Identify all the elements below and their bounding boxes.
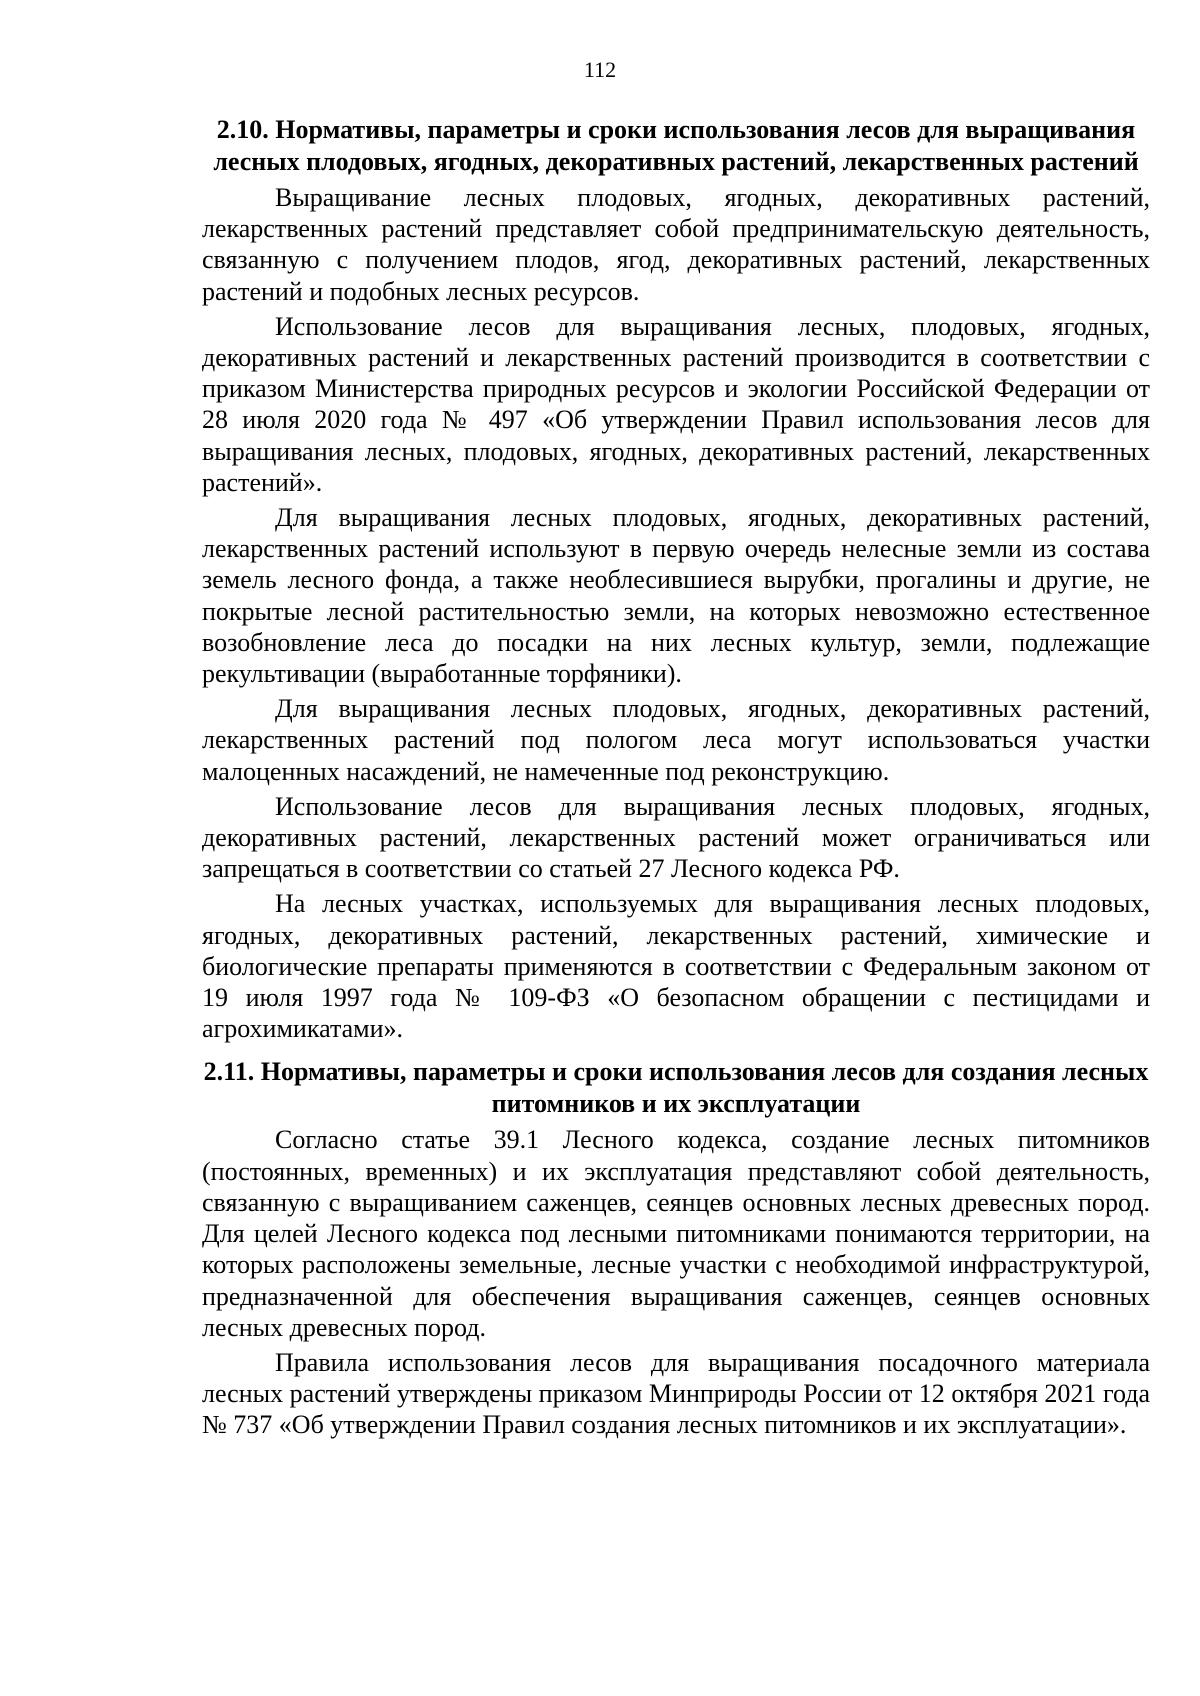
section-2-10	[202, 114, 1150, 1044]
paragraph: Для выращивания лесных плодовых, ягодных, декоративных растений, лекарственных растений используют в первую очередь нелесные земли из состава земель лесного фонда, а также необлесившиеся вырубки, прогалины и другие, не покрытые лесной растительностью земли, на которых невозможно естественное возобновление леса до посадки на них лесных культур, земли, подлежащие рекультивации (выработанные торфяники).	[202, 503, 1150, 689]
paragraph: Правила использования лесов для выращивания посадочного материала лесных растений утверждены приказом Минприроды России от 12 октября 2021 года № 737 «Об утверждении Правил создания лесных питомников и их эксплуатации».	[202, 1347, 1150, 1440]
section-heading: 2.11. Нормативы, параметры и сроки использования лесов для создания лесных питомников и их эксплуатации	[203, 1057, 1149, 1119]
page-number: 112	[583, 57, 617, 82]
section-heading: 2.10. Нормативы, параметры и сроки использования лесов для выращивания лесных плодовых, ягодных, декоративных растений, лекарственных растений	[213, 115, 1139, 176]
paragraph: На лесных участках, используемых для выращивания лесных плодовых, ягодных, декоративных растений, лекарственных растений, химические и биологические препараты применяются в соответствии с Федеральным законом от 19 июля 1997 года № 109-ФЗ «О безопасном обращении с пестицидами и агрохимикатами».	[202, 889, 1150, 1044]
paragraph: Согласно статье 39.1 Лесного кодекса, создание лесных питомников (постоянных, временных) и их эксплуатация представляют собой деятельность, связанную с выращиванием саженцев, сеянцев основных лесных древесных пород. Для целей Лесного кодекса под лесными питомниками понимаются территории, на которых расположены земельные, лесные участки с необходимой инфраструктурой, предназначенной для обеспечения выращивания саженцев, сеянцев основных лесных древесных пород.	[202, 1125, 1150, 1342]
paragraph: Для выращивания лесных плодовых, ягодных, декоративных растений, лекарственных растений под пологом леса могут использоваться участки малоценных насаждений, не намеченные под реконструкцию.	[202, 694, 1150, 786]
paragraph: Использование лесов для выращивания лесных, плодовых, ягодных, декоративных растений и лекарственных растений производится в соответствии с приказом Министерства природных ресурсов и экологии Российской Федерации от 28 июля 2020 года № 497 «Об утверждении Правил использования лесов для выращивания лесных, плодовых, ягодных, декоративных растений, лекарственных растений».	[202, 311, 1150, 497]
paragraph: Выращивание лесных плодовых, ягодных, декоративных растений, лекарственных растений представляет собой предпринимательскую деятельность, связанную с получением плодов, ягод, декоративных растений, лекарственных растений и подобных лесных ресурсов.	[202, 183, 1150, 306]
section-2-11	[202, 1056, 1150, 1440]
paragraph: Использование лесов для выращивания лесных плодовых, ягодных, декоративных растений, лекарственных растений может ограничиваться или запрещаться в соответствии со статьей 27 Лесного кодекса РФ.	[202, 791, 1150, 884]
document-body	[202, 114, 1150, 1441]
